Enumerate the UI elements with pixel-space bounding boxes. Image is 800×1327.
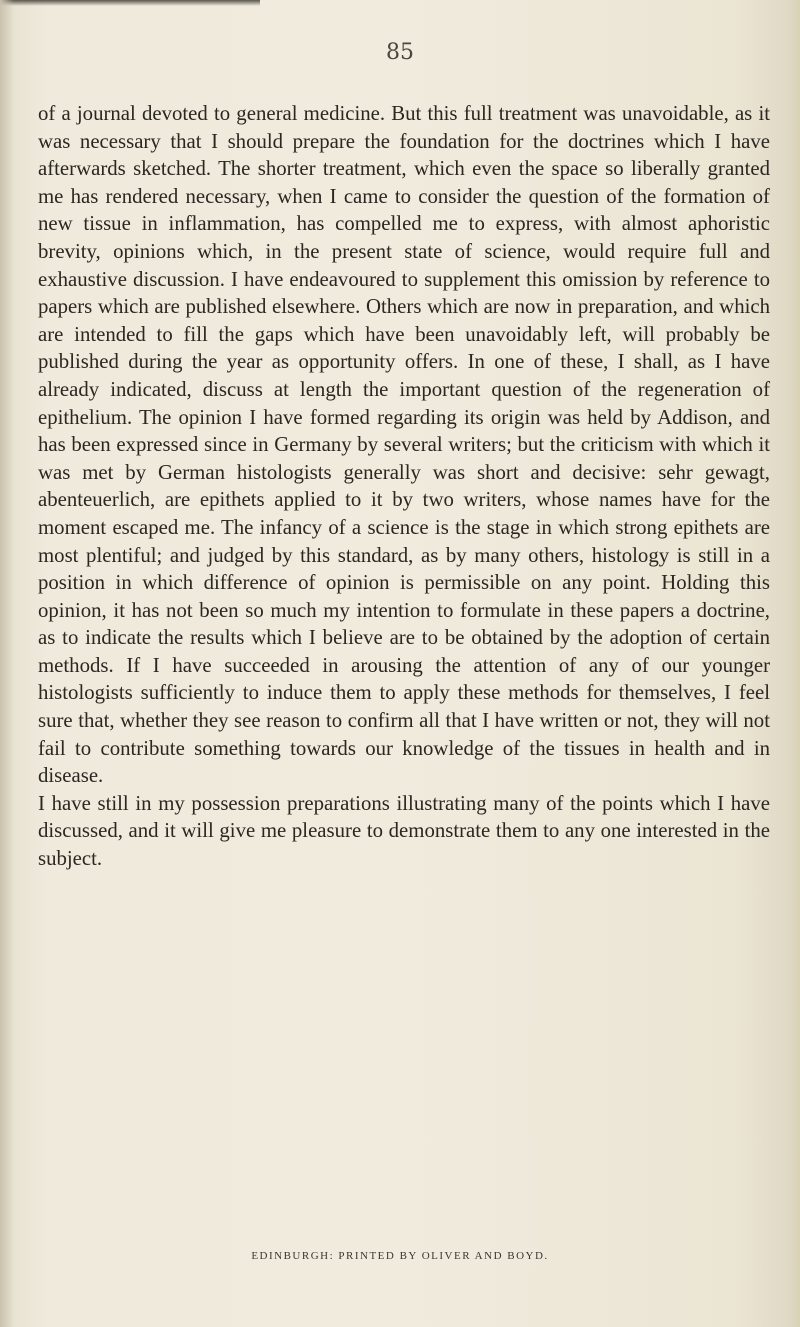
page-number: 85 bbox=[386, 40, 414, 65]
paragraph-2: I have still in my possession preparations illustrating many of the points which I have discussed, and it will give me pleasure to demonstrate them to any one interested in the subject. bbox=[38, 791, 770, 871]
right-margin-shading bbox=[790, 0, 800, 1327]
paragraph-1: of a journal devoted to general medicine. But this full treatment was unavoidable, as it was necessary that I should prepare the foundation for the doctrines which I have afterwards sketched. The shorter treatment, which even the space so liberally granted me has rendered necessary, when I came to consider the question of the formation of new tissue in inflammation, has compelled me to express, with almost aphoristic brevity, opinions which, in the present state of science, would require full and exhaustive discussion. I have endeavoured to supplement this omission by reference to papers which are published elsewhere. Others which are now in preparation, and which are intended to fill the gaps which have been unavoidably left, will probably be published during the year as opportunity offers. In one of these, I shall, as I have already indicated, discuss at length the important question of the regeneration of epithelium. The opinion I have formed regarding its origin was held by Addison, and has been expressed since in Germany by several writers; but the criticism with which it was met by German histologists generally was short and decisive: sehr gewagt, abenteuerlich, are epithets applied to it by two writers, whose names have for the moment escaped me. The infancy of a science is the stage in which strong epithets are most plentiful; and judged by this standard, as by many others, histology is still in a position in which difference of opinion is permissible on any point. Holding this opinion, it has not been so much my intention to formulate in these papers a doctrine, as to indicate the results which I believe are to be obtained by the adoption of certain methods. If I have succeeded in arousing the attention of any of our younger histologists sufficiently to induce them to apply these methods for themselves, I feel sure that, whether they see reason to confirm all that I have written or not, they will not fail to contribute something towards our knowledge of the tissues in health and in disease. bbox=[38, 102, 770, 788]
top-edge-shadow bbox=[0, 0, 260, 6]
body-text bbox=[38, 100, 770, 873]
printer-imprint: EDINBURGH: PRINTED BY OLIVER AND BOYD. bbox=[251, 1250, 549, 1262]
left-margin-shading bbox=[0, 0, 14, 1327]
